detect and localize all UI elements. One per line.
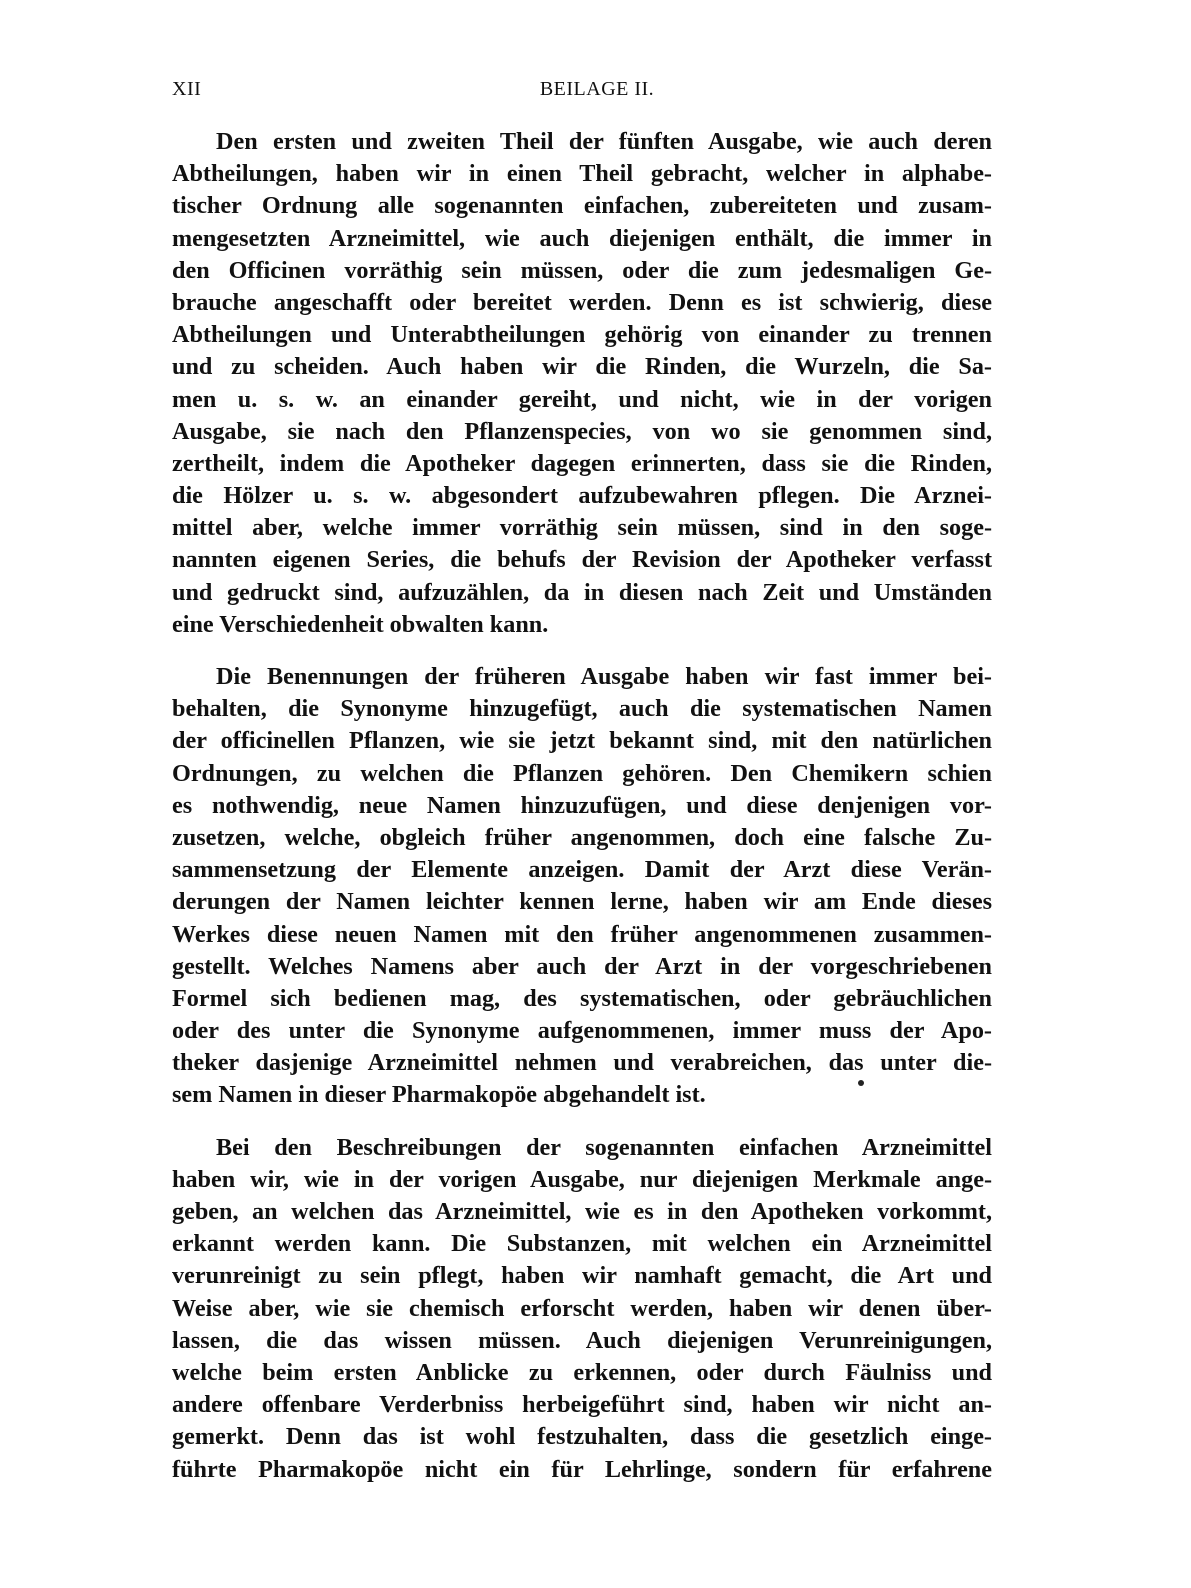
text-line: Abtheilungen und Unterabtheilungen gehörig von einander zu trennen [172, 321, 992, 349]
text-line: haben wir, wie in der vorigen Ausgabe, nur diejenigen Merkmale ange- [172, 1165, 992, 1193]
running-title: BEILAGE II. [539, 78, 655, 100]
text-line: Abtheilungen, haben wir in einen Theil gebracht, welcher in alphabe- [172, 160, 992, 188]
text-line: eine Verschiedenheit obwalten kann. [172, 610, 549, 638]
text-line: theker dasjenige Arzneimittel nehmen und verabreichen, das unter die- [172, 1049, 992, 1077]
text-line: und gedruckt sind, aufzuzählen, da in diesen nach Zeit und Umständen [172, 578, 992, 606]
text-line: es nothwendig, neue Namen hinzuzufügen, und diese denjenigen vor- [172, 791, 992, 819]
text-line: Den ersten und zweiten Theil der fünften Ausgabe, wie auch deren [216, 128, 992, 155]
text-line: führte Pharmakopöe nicht ein für Lehrlinge, sondern für erfahrene [172, 1455, 992, 1483]
text-line: Weise aber, wie sie chemisch erforscht werden, haben wir denen über- [172, 1294, 992, 1322]
ink-dot [858, 1080, 864, 1086]
text-line: Ordnungen, zu welchen die Pflanzen gehören. Den Chemikern schien [172, 759, 992, 787]
text-line: gemerkt. Denn das ist wohl festzuhalten, dass die gesetzlich einge- [172, 1423, 992, 1451]
text-line: den Officinen vorräthig sein müssen, oder die zum jedesmaligen Ge- [172, 256, 992, 284]
text-line: verunreinigt zu sein pflegt, haben wir namhaft gemacht, die Art und [172, 1262, 992, 1290]
text-line: zusetzen, welche, obgleich früher angenommen, doch eine falsche Zu- [172, 823, 992, 851]
text-line: behalten, die Synonyme hinzugefügt, auch die systematischen Namen [172, 695, 992, 723]
text-line: men u. s. w. an einander gereiht, und nicht, wie in der vorigen [172, 385, 992, 413]
text-line: tischer Ordnung alle sogenannten einfachen, zubereiteten und zusam- [172, 192, 992, 220]
text-line: lassen, die das wissen müssen. Auch diejenigen Verunreinigungen, [172, 1326, 992, 1354]
text-line: Formel sich bedienen mag, des systematischen, oder gebräuchlichen [172, 984, 992, 1012]
running-header [172, 78, 992, 108]
paragraph [172, 661, 992, 1112]
text-line: Werkes diese neuen Namen mit den früher angenommenen zusammen- [172, 920, 992, 948]
paragraph [172, 126, 992, 641]
text-line: Die Benennungen der früheren Ausgabe haben wir fast immer bei- [216, 663, 992, 690]
text-line: mengesetzten Arzneimittel, wie auch diejenigen enthält, die immer in [172, 224, 992, 252]
text-line: nannten eigenen Series, die behufs der Revision der Apotheker verfasst [172, 546, 992, 574]
text-line: und zu scheiden. Auch haben wir die Rinden, die Wurzeln, die Sa- [172, 353, 992, 381]
text-line: geben, an welchen das Arzneimittel, wie es in den Apotheken vorkommt, [172, 1198, 992, 1225]
body-text [172, 126, 992, 1486]
text-line: welche beim ersten Anblicke zu erkennen, oder durch Fäulniss und [172, 1358, 992, 1386]
text-line: die Hölzer u. s. w. abgesondert aufzubewahren pflegen. Die Arznei- [172, 482, 992, 510]
text-line: sammensetzung der Elemente anzeigen. Damit der Arzt diese Verän- [172, 856, 992, 884]
text-line: der officinellen Pflanzen, wie sie jetzt bekannt sind, mit den natürlichen [172, 727, 992, 755]
text-line: sem Namen in dieser Pharmakopöe abgehandelt ist. [172, 1081, 706, 1109]
text-line: brauche angeschafft oder bereitet werden. Denn es ist schwierig, diese [172, 288, 992, 316]
text-line: mittel aber, welche immer vorräthig sein müssen, sind in den soge- [172, 514, 992, 542]
text-line: gestellt. Welches Namens aber auch der Arzt in der vorgeschriebenen [172, 952, 992, 980]
text-line: Bei den Beschreibungen der sogenannten einfachen Arzneimittel [216, 1133, 992, 1161]
text-line: zertheilt, indem die Apotheker dagegen erinnerten, dass sie die Rinden, [172, 449, 992, 477]
text-line: Ausgabe, sie nach den Pflanzenspecies, von wo sie genommen sind, [172, 417, 992, 445]
page-number: XII [172, 78, 202, 100]
paragraph [172, 1132, 992, 1486]
text-line: oder des unter die Synonyme aufgenommenen, immer muss der Apo- [172, 1017, 992, 1045]
text-line: erkannt werden kann. Die Substanzen, mit welchen ein Arzneimittel [172, 1230, 992, 1258]
text-line: andere offenbare Verderbniss herbeigeführt sind, haben wir nicht an- [172, 1391, 992, 1419]
text-line: derungen der Namen leichter kennen lerne, haben wir am Ende dieses [172, 888, 992, 916]
